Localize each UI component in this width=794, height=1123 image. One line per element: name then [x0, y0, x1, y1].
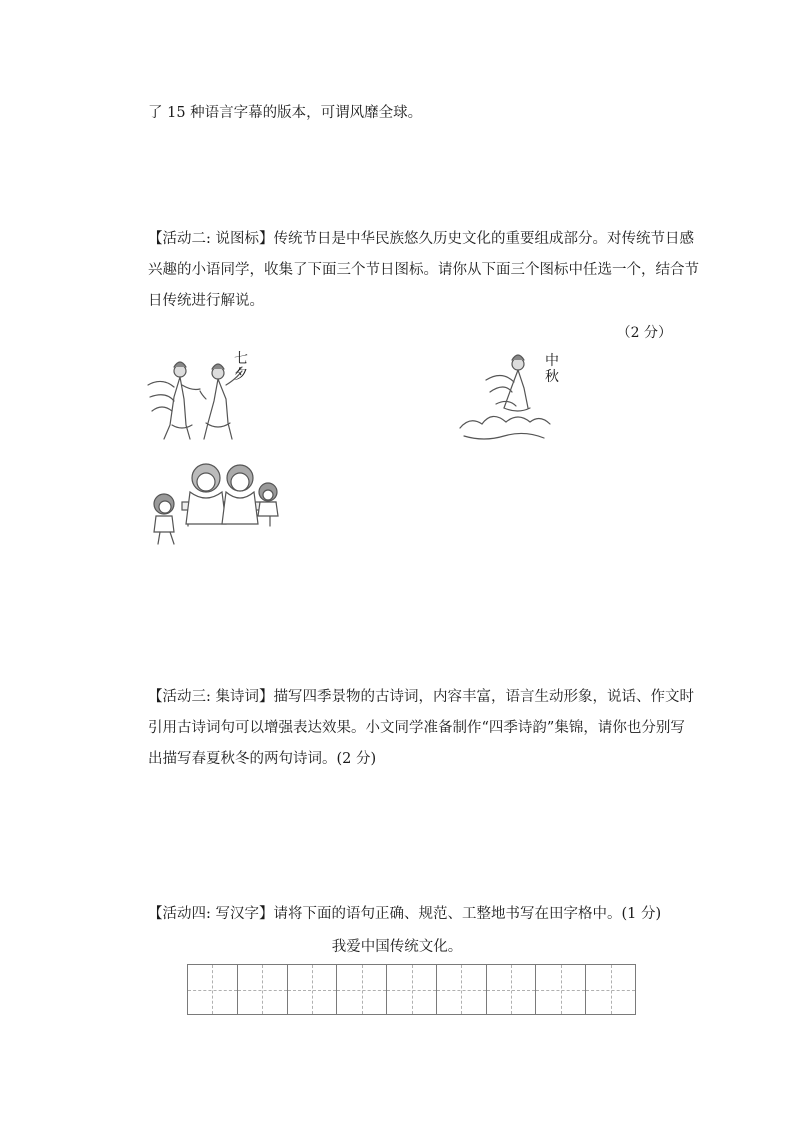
activity2-line3: 日传统进行解说。 [148, 293, 264, 309]
activity3-line3: 出描写春夏秋冬的两句诗词。(2 分) [148, 751, 377, 767]
tianzige-cell[interactable] [188, 965, 238, 1014]
activity2-score: （2 分） [616, 325, 672, 341]
midautumn-caption: 中秋 [545, 353, 559, 385]
tianzige-cell[interactable] [437, 965, 487, 1014]
tianzige-cell[interactable] [536, 965, 586, 1014]
tianzige-cell[interactable] [586, 965, 635, 1014]
tianzige-cell[interactable] [487, 965, 537, 1014]
tianzige-grid [187, 964, 636, 1015]
activity3-line2: 引用古诗词句可以增强表达效果。小文同学准备制作“四季诗韵”集锦，请你也分别写 [148, 720, 685, 736]
activity2-line1: 【活动二: 说图标】传统节日是中华民族悠久历史文化的重要组成部分。对传统节日感 [148, 231, 694, 247]
tianzige-cell[interactable] [337, 965, 387, 1014]
qixi-caption: 七夕 [234, 351, 248, 383]
activity3-line1: 【活动三: 集诗词】描写四季景物的古诗词，内容丰富，语言生动形象，说话、作文时 [148, 689, 694, 705]
activity4-line1: 【活动四: 写汉字】请将下面的语句正确、规范、工整地书写在田字格中。(1 分) [148, 906, 662, 922]
activity2-line2: 兴趣的小语同学，收集了下面三个节日图标。请你从下面三个图标中任选一个，结合节 [148, 262, 699, 278]
practice-sentence: 我爱中国传统文化。 [331, 939, 463, 955]
tianzige-cell[interactable] [288, 965, 338, 1014]
intro-text: 了 15 种语言字幕的版本，可谓风靡全球。 [148, 105, 423, 121]
family-elders-icon [148, 458, 283, 550]
tianzige-cell[interactable] [238, 965, 288, 1014]
tianzige-cell[interactable] [387, 965, 437, 1014]
